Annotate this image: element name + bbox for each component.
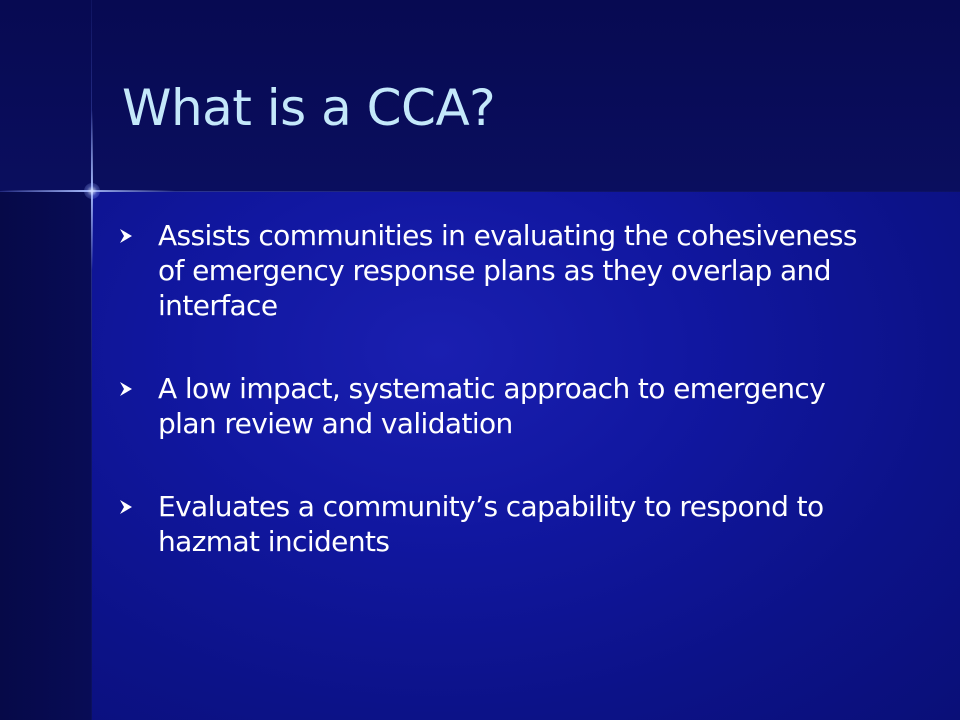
sparkle-vertical-line: [91, 0, 92, 720]
bullet-text: Evaluates a community’s capability to respond to hazmat incidents: [158, 490, 824, 558]
arrowhead-bullet-icon: [118, 228, 134, 244]
arrowhead-bullet-icon: [118, 381, 134, 397]
slide-title: What is a CCA?: [122, 79, 496, 137]
bullet-list: [118, 218, 878, 607]
sparkle-star-icon: [84, 183, 100, 199]
bullet-item: [118, 218, 878, 323]
bullet-item: [118, 489, 878, 559]
bullet-text: A low impact, systematic approach to emergency plan review and validation: [158, 372, 826, 440]
bullet-item: [118, 371, 878, 441]
bullet-text: Assists communities in evaluating the cohesiveness of emergency response plans as they overlap and interface: [158, 219, 857, 322]
arrowhead-bullet-icon: [118, 499, 134, 515]
